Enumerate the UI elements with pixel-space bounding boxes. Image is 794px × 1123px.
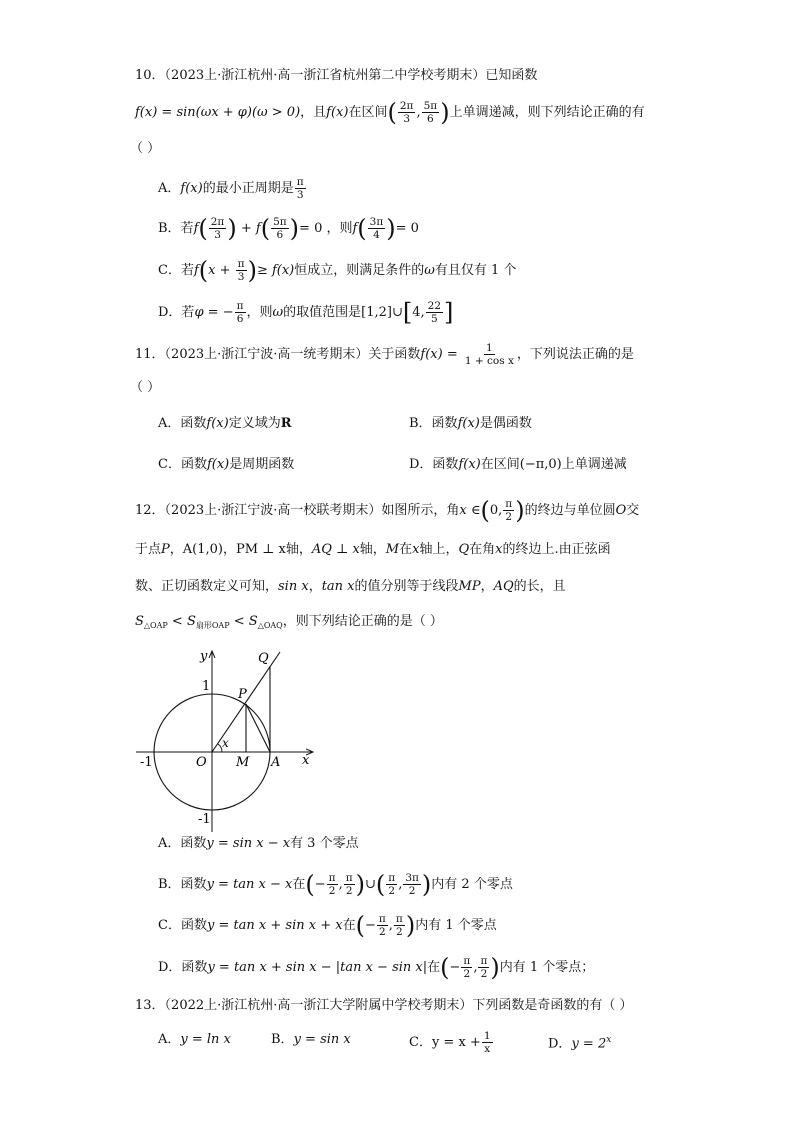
q10-interval-right: $\frac{5\pi}{6}$ — [423, 100, 438, 125]
q10-intro: 已知函数 — [485, 68, 538, 83]
q12-option-d: D．函数y = tan x + sin x − |tan x − sin x|在(− $\frac{\pi}{2}$ , $\frac{\pi}{2}$ )内有 1 个零点； — [158, 953, 595, 982]
fig-label-angle-x: x — [222, 736, 229, 750]
q10-option-d: D．若φ = − $\frac{\pi}{6}$ ，则ω的取值范围是[1,2]∪[4, $\frac{22}{5}$ ] — [158, 298, 454, 327]
fig-label-neg1-x: -1 — [140, 755, 153, 770]
q10-function: f(x) = sin(ωx + φ)(ω > 0) — [135, 105, 301, 120]
q10-fx: f(x) — [326, 105, 349, 120]
fig-label-m: M — [236, 755, 250, 770]
q10-text-c: 上单调递减，则下列结论正确的有 — [449, 105, 645, 120]
fig-label-p: P — [238, 687, 247, 702]
q11-option-d: D．函数f(x)在区间(−π,0)上单调递减 — [409, 457, 627, 472]
unit-circle-figure — [130, 642, 330, 832]
q11-option-a: A．函数f(x)定义域为R — [158, 416, 292, 431]
q11-option-b: B．函数f(x)是偶函数 — [409, 416, 532, 431]
q12-line4: $S_{\triangle OAP} < S_{扇形OAP} < S_{\triangle OAQ}$，则下列结论正确的是（ ） — [135, 614, 443, 630]
segment-pa — [246, 704, 270, 752]
q10-interval-open: ( — [387, 98, 397, 127]
fig-label-y: y — [200, 649, 208, 664]
fig-label-q: Q — [258, 651, 269, 666]
q11-line1: 11．（2023上·浙江宁波·高一统考期末）关于函数f(x) = $\frac{1}{\text{1 + cos x}}$ ，下列说法正确的是 — [135, 342, 634, 367]
q10-line1 — [135, 66, 537, 86]
q10-interval-left: $\frac{2\pi}{3}$ — [399, 100, 414, 125]
q12-option-a: A．函数y = sin x − x有 3 个零点 — [158, 836, 359, 851]
q12-option-b: B．函数y = tan x − x在(− $\frac{\pi}{2}$ , $\frac{\pi}{2}$ )∪( $\frac{\pi}{2}$ , $\frac{3\pi}{2}$ )内有 2 个零点 — [158, 870, 513, 899]
fig-label-x: x — [302, 753, 310, 768]
q12-source: （2023上·浙江宁波·高一校联考期末） — [164, 503, 382, 518]
q10-interval-close: ) — [440, 98, 450, 127]
fig-label-neg1-y: -1 — [198, 812, 211, 827]
q10-line2: f(x) = sin(ωx + φ)(ω > 0)，且f(x)在区间( $\frac{2\pi}{3}$ , $\frac{5\pi}{6}$ )上单调递减，则下列结论正确的有 — [135, 98, 645, 127]
q13-option-b: B．y = sin x — [271, 1032, 351, 1047]
q10-text-b: 在区间 — [348, 105, 388, 120]
q12-option-c: C．函数y = tan x + sin x + x在(− $\frac{\pi}{2}$ , $\frac{\pi}{2}$ )内有 1 个零点 — [158, 911, 497, 940]
q10-option-b: B．若f( $\frac{2\pi}{3}$ ) + f( $\frac{5\pi}{6}$ )= 0 ，则f( $\frac{3\pi}{4}$ )= 0 — [158, 214, 419, 243]
q10-blank: （ ） — [130, 141, 161, 156]
q12-line2: 于点P，A(1,0)，PM ⊥ x轴，AQ ⊥ x轴，M在x轴上，Q在角x的终边上.由正弦函 — [135, 542, 611, 557]
q11-blank: （ ） — [130, 380, 161, 395]
q11-option-c: C．函数f(x)是周期函数 — [158, 457, 295, 472]
q10-number: 10． — [135, 68, 165, 83]
q10-text-a: ，且 — [300, 105, 327, 120]
q12-line1: 12．（2023上·浙江宁波·高一校联考期末）如图所示，角x ∈(0, $\frac{\pi}{2}$ )的终边与单位圆O交 — [135, 496, 640, 525]
q13-option-a: A．y = ln x — [158, 1032, 231, 1047]
q11-source: （2023上·浙江宁波·高一统考期末） — [164, 347, 369, 362]
q13-option-d: D．$y = 2^x$ — [548, 1035, 612, 1052]
q10-option-c: C．若f(x + $\frac{\pi}{3}$ )≥ f(x)恒成立，则满足条件的ω有且仅有 1 个 — [158, 256, 517, 285]
q10-source: （2023上·浙江杭州·高一浙江省杭州第二中学校考期末） — [164, 68, 486, 83]
q13-line1: 13．（2022上·浙江杭州·高一浙江大学附属中学校考期末）下列函数是奇函数的有（ ） — [135, 998, 633, 1013]
fig-label-a: A — [271, 755, 281, 770]
q11-fraction: $\frac{1}{\text{1 + cos x}}$ — [464, 342, 514, 367]
fig-label-o: O — [196, 755, 207, 770]
q12-line3: 数、正切函数定义可知，sin x，tan x的值分别等于线段MP，AQ的长，且 — [135, 579, 566, 594]
q13-option-c: C．y = x + $\frac{1}{x}$ — [409, 1030, 491, 1055]
fig-label-1: 1 — [202, 679, 211, 694]
q10-option-a: A．f(x)的最小正周期是 $\frac{\pi}{3}$ — [158, 176, 304, 201]
q13-source: （2022上·浙江杭州·高一浙江大学附属中学校考期末） — [164, 998, 473, 1013]
